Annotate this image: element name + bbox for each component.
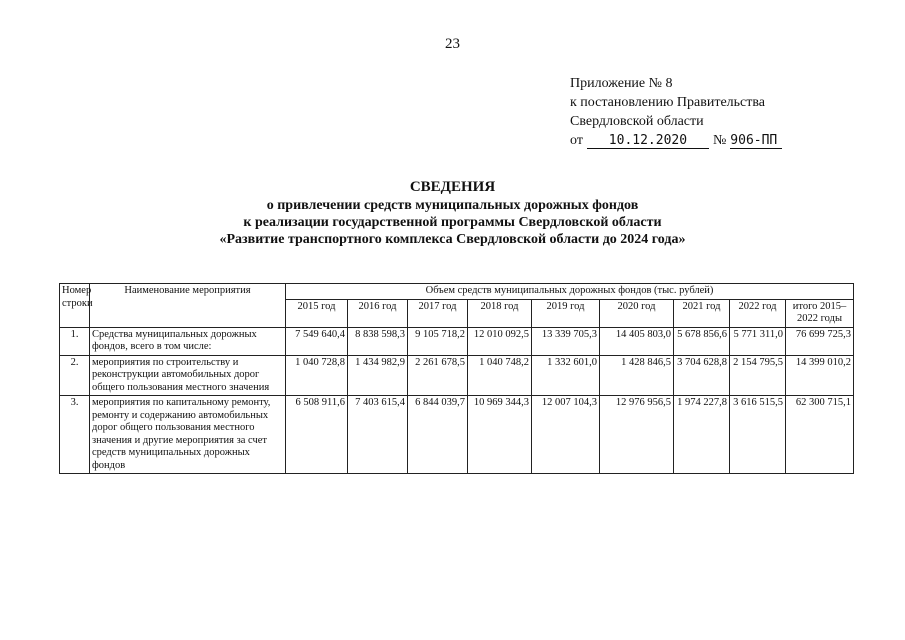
document-heading bbox=[0, 178, 905, 248]
cell-value: 6 844 039,7 bbox=[408, 396, 468, 474]
cell-value: 7 549 640,4 bbox=[286, 327, 348, 355]
page-number: 23 bbox=[445, 36, 460, 52]
cell-value: 1 040 748,2 bbox=[468, 355, 532, 396]
cell-value: 14 405 803,0 bbox=[600, 327, 674, 355]
cell-total: 14 399 010,2 bbox=[786, 355, 854, 396]
header-year: 2021 год bbox=[674, 299, 730, 327]
cell-value: 10 969 344,3 bbox=[468, 396, 532, 474]
cell-total: 62 300 715,1 bbox=[786, 396, 854, 474]
cell-value: 5 771 311,0 bbox=[730, 327, 786, 355]
cell-value: 1 040 728,8 bbox=[286, 355, 348, 396]
cell-value: 3 704 628,8 bbox=[674, 355, 730, 396]
row-name: Средства муниципальных дорожных фондов, всего в том числе: bbox=[90, 327, 286, 355]
cell-value: 3 616 515,5 bbox=[730, 396, 786, 474]
header-row-number: Номер строки bbox=[60, 284, 90, 328]
row-name: мероприятия по строительству и реконструкции автомобильных дорог общего пользования местного значения bbox=[90, 355, 286, 396]
funds-table bbox=[59, 283, 854, 474]
cell-value: 1 428 846,5 bbox=[600, 355, 674, 396]
heading-title: СВЕДЕНИЯ bbox=[409, 179, 496, 195]
row-number: 2. bbox=[60, 355, 90, 396]
appendix-line-2: к постановлению Правительства bbox=[570, 95, 766, 110]
date-prefix: от bbox=[570, 133, 583, 148]
cell-value: 6 508 911,6 bbox=[286, 396, 348, 474]
cell-value: 9 105 718,2 bbox=[408, 327, 468, 355]
row-name: мероприятия по капитальному ремонту, ремонту и содержанию автомобильных дорог общего пользования местного значения и другие мероприятия за счет средств муниципальных дорожных фондов bbox=[90, 396, 286, 474]
header-year: 2016 год bbox=[348, 299, 408, 327]
cell-value: 12 007 104,3 bbox=[532, 396, 600, 474]
cell-value: 12 976 956,5 bbox=[600, 396, 674, 474]
cell-value: 1 974 227,8 bbox=[674, 396, 730, 474]
header-name: Наименование мероприятия bbox=[90, 284, 286, 328]
decree-number: 906-ПП bbox=[730, 133, 782, 149]
cell-value: 7 403 615,4 bbox=[348, 396, 408, 474]
appendix-line-1: Приложение № 8 bbox=[570, 76, 673, 91]
header-year: 2015 год bbox=[286, 299, 348, 327]
heading-line-2: о привлечении средств муниципальных дорожных фондов bbox=[266, 198, 639, 213]
table-row bbox=[60, 327, 854, 355]
cell-value: 2 154 795,5 bbox=[730, 355, 786, 396]
cell-value: 12 010 092,5 bbox=[468, 327, 532, 355]
number-prefix: № bbox=[712, 133, 727, 148]
appendix-date-line bbox=[570, 131, 782, 150]
header-year: 2019 год bbox=[532, 299, 600, 327]
cell-value: 1 434 982,9 bbox=[348, 355, 408, 396]
header-group: Объем средств муниципальных дорожных фондов (тыс. рублей) bbox=[286, 284, 854, 300]
cell-total: 76 699 725,3 bbox=[786, 327, 854, 355]
cell-value: 5 678 856,6 bbox=[674, 327, 730, 355]
appendix-line-3: Свердловской области bbox=[570, 114, 704, 129]
cell-value: 2 261 678,5 bbox=[408, 355, 468, 396]
cell-value: 13 339 705,3 bbox=[532, 327, 600, 355]
row-number: 1. bbox=[60, 327, 90, 355]
table-row bbox=[60, 355, 854, 396]
decree-date: 10.12.2020 bbox=[587, 133, 709, 149]
header-year: 2018 год bbox=[468, 299, 532, 327]
row-number: 3. bbox=[60, 396, 90, 474]
heading-line-4: «Развитие транспортного комплекса Свердловской области до 2024 года» bbox=[219, 232, 686, 247]
header-total: итого 2015–2022 годы bbox=[786, 299, 854, 327]
header-year: 2022 год bbox=[730, 299, 786, 327]
heading-line-3: к реализации государственной программы Свердловской области bbox=[243, 215, 662, 230]
table-row bbox=[60, 396, 854, 474]
cell-value: 8 838 598,3 bbox=[348, 327, 408, 355]
appendix-block bbox=[570, 74, 782, 150]
header-year: 2017 год bbox=[408, 299, 468, 327]
header-year: 2020 год bbox=[600, 299, 674, 327]
cell-value: 1 332 601,0 bbox=[532, 355, 600, 396]
